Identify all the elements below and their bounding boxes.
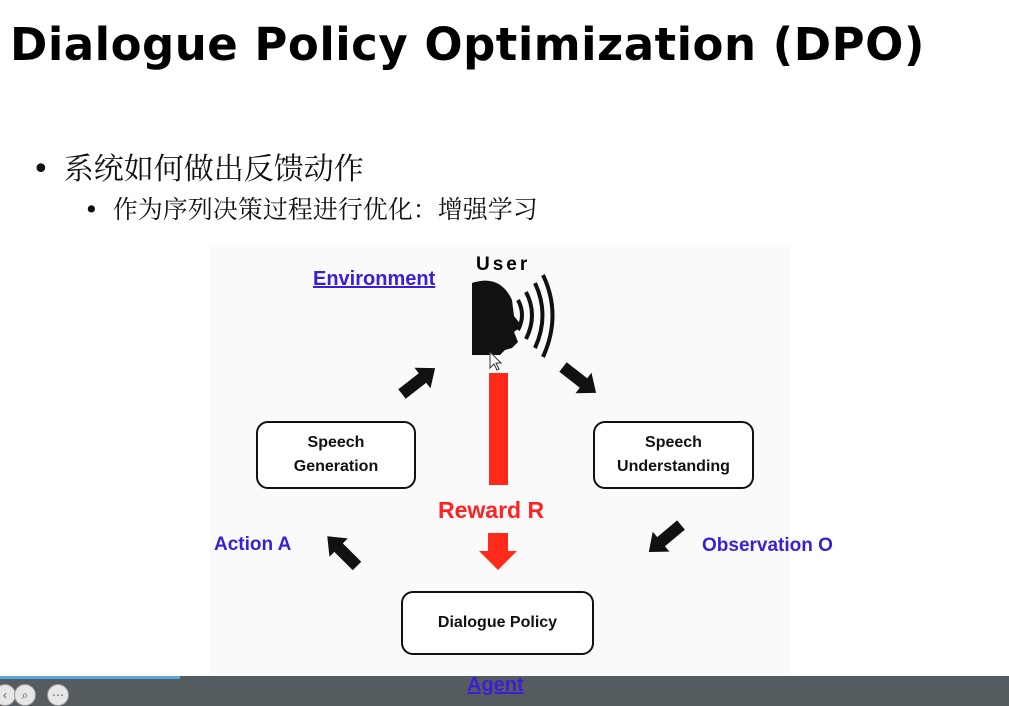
speech-understanding-line2: Understanding <box>617 458 730 475</box>
user-label: User <box>476 254 531 275</box>
more-icon[interactable]: ⋯ <box>47 684 69 706</box>
dialogue-policy-text: Dialogue Policy <box>437 614 558 631</box>
arrow-icon <box>318 527 366 575</box>
speech-generation-line2: Generation <box>293 458 379 475</box>
bullet-dot: • <box>32 152 50 187</box>
reward-arrow-icon <box>479 533 517 570</box>
arrow-icon <box>394 358 443 404</box>
bullet-main-text: 系统如何做出反馈动作 <box>63 152 364 187</box>
bullet-sub-text: 作为序列决策过程进行优化：增强学习 <box>112 195 538 224</box>
speech-generation-box <box>256 421 416 489</box>
reward-label: Reward R <box>438 497 545 523</box>
bullet-dot: • <box>84 195 99 224</box>
environment-label: Environment <box>313 268 436 290</box>
user-speaking-icon <box>472 275 553 357</box>
observation-label: Observation O <box>702 535 833 556</box>
speech-generation-line1: Speech <box>307 434 365 451</box>
taskbar-accent <box>0 676 180 679</box>
agent-label: Agent <box>467 674 524 696</box>
reward-bar <box>489 373 508 485</box>
arrow-icon <box>555 357 604 403</box>
slide-title: Dialogue Policy Optimization (DPO) <box>10 18 925 71</box>
arrow-icon <box>640 515 689 562</box>
back-icon[interactable]: ‹ <box>0 684 16 706</box>
action-label: Action A <box>214 534 292 555</box>
zoom-icon[interactable]: ⌕ <box>14 684 36 706</box>
dialogue-policy-box <box>401 591 594 655</box>
speech-understanding-box <box>593 421 754 489</box>
speech-understanding-line1: Speech <box>645 434 702 451</box>
